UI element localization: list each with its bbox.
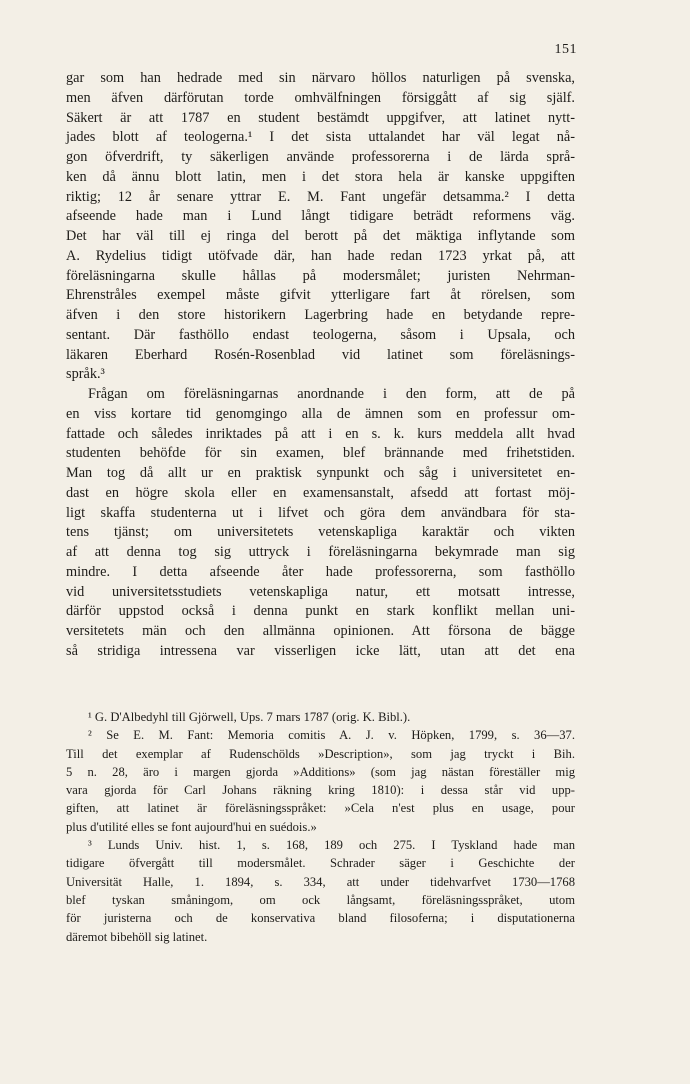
body-line: föreläsningarna skulle hållas på modersmålet; juristen Nehrman- [66, 267, 575, 284]
body-line: Frågan om föreläsningarnas anordnande i den form, att de på [88, 386, 575, 402]
body-line: äfven i den store historikern Lagerbring hade en betydande repre- [66, 307, 575, 323]
body-line: studenten behöfde för sin examen, blef brännande med frihetstiden. [66, 445, 575, 462]
body-line: läkaren Eberhard Rosén-Rosenblad vid latinet som föreläsnings- [66, 346, 575, 363]
footnote-line: 5 n. 28, äro i margen gjorda »Additions» (som jag nästan föreställer mig [66, 764, 575, 779]
body-line: A. Rydelius tidigt utöfvade där, han hade redan 1723 yrkat på, att [66, 247, 575, 264]
body-line: jades blott af teologerna.¹ I det sista uttalandet har väl legat nå- [66, 129, 575, 146]
body-line: Säkert är att 1787 en student bestämdt uppgifver, att latinet nytt- [66, 109, 575, 126]
body-line: fattade och således inriktades på att i en s. k. kurs meddela allt hvad [66, 425, 575, 442]
footnote-line: ³ Lunds Univ. hist. 1, s. 168, 189 och 275. I Tyskland hade man [88, 838, 575, 853]
body-line: mindre. I detta afseende åter hade professorerna, som fasthöllo [66, 563, 575, 580]
body-line: Man tog då allt ur en praktisk synpunkt och såg i universitetet en- [66, 465, 575, 481]
body-line: ken då ännu blott latin, men i det stora hela är kanske uppgiften [66, 168, 575, 185]
body-line: en viss kortare tid genomgingo alla de ämnen som en professur om- [66, 405, 575, 422]
body-line: riktig; 12 år senare yttrar E. M. Fant ungefär detsamma.² I detta [66, 188, 575, 205]
body-line: så stridiga intressena var visserligen icke lätt, utan att det ena [66, 642, 575, 659]
body-line: tens tjänst; om universitetets vetenskapliga karaktär och vikten [66, 524, 575, 541]
footnote-line: Universität Halle, 1. 1894, s. 334, att under tidehvarfvet 1730—1768 [66, 874, 575, 889]
body-line: Det har väl till ej ringa del berott på det mäktiga inflytande som [66, 228, 575, 244]
body-line: gar som han hedrade med sin närvaro höllos naturligen på svenska, [66, 70, 575, 86]
footnote-line: vara gjorda för Carl Johans räkning kring 1810): i dessa står vid upp- [66, 783, 575, 798]
body-line: dast en högre skola eller en examensanstalt, afsedd att fortast möj- [66, 484, 575, 501]
body-line: sentant. Där fasthöllo endast teologerna, såsom i Upsala, och [66, 326, 575, 343]
footnote-line: plus d'utilité elles se font aujourd'hui en suédois.» [66, 819, 317, 834]
body-line: gon öfverdrift, ty säkerligen använde professorerna i de lärda språ- [66, 149, 575, 165]
body-line: versitetets män och den allmänna opinionen. Att försona de bägge [66, 623, 575, 639]
footnote-line: för juristerna och de konservativa bland filosoferna; i disputationerna [66, 911, 575, 926]
body-text [66, 69, 575, 662]
body-line: men äfven därförutan torde omhvälfningen försiggått af sig själf. [66, 89, 575, 106]
body-line: afseende hade man i Lund långt tidigare beträdt reformens väg. [66, 208, 575, 225]
body-line: vid universitetsstudiets vetenskapliga natur, ett motsatt intresse, [66, 583, 575, 600]
footnote-line: däremot bibehöll sig latinet. [66, 929, 208, 944]
body-line: ligt skaffa studenterna ut i lifvet och göra dem användbara för sta- [66, 504, 575, 521]
body-line: därför uppstod också i denna punkt en stark konflikt mellan uni- [66, 603, 575, 620]
footnote-line: ² Se E. M. Fant: Memoria comitis A. J. v. Höpken, 1799, s. 36—37. [88, 728, 575, 743]
footnotes [66, 708, 575, 946]
body-line: Ehrenstråles exempel måste gifvit ytterligare fart åt rörelsen, som [66, 287, 575, 304]
footnote-line: ¹ G. D'Albedyhl till Gjörwell, Ups. 7 mars 1787 (orig. K. Bibl.). [88, 710, 411, 724]
footnote-line: blef tyskan småningom, om ock långsamt, föreläsningsspråket, utom [66, 892, 575, 907]
footnote-line: Till det exemplar af Rudenschölds »Description», som jag tryckt i Bih. [66, 746, 575, 761]
page-number: 151 [554, 42, 577, 57]
footnote-line: giften, att latinet är föreläsningsspråket: »Cela n'est plus en usage, pour [66, 801, 575, 816]
footnote-line: tidigare öfvergått till modersmålet. Schrader säger i Geschichte der [66, 856, 575, 871]
body-line: af att denna tog sig uttryck i föreläsningarna bekymrade man sig [66, 544, 575, 560]
body-line: språk.³ [66, 366, 105, 383]
